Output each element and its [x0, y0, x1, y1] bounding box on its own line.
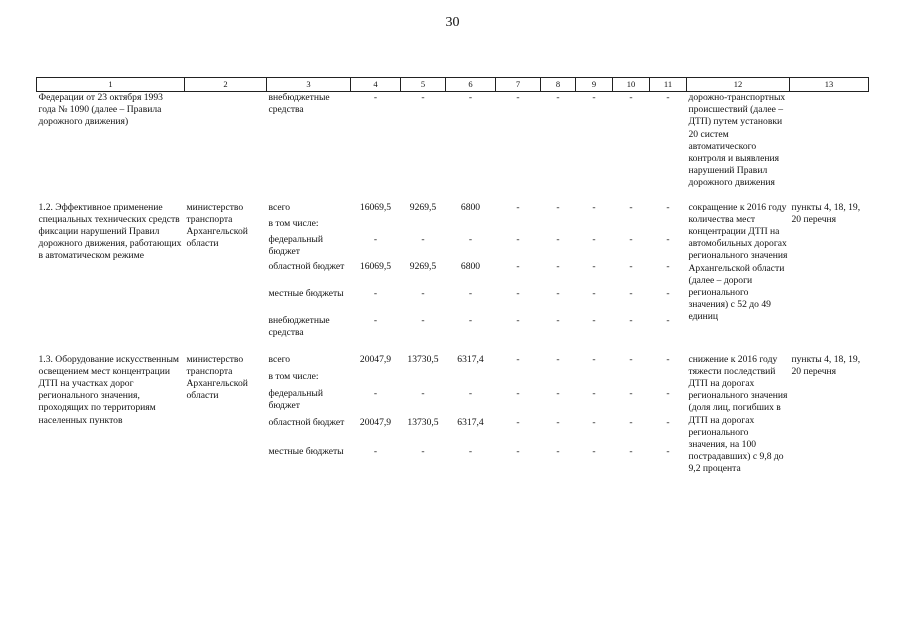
block-spacer: [37, 476, 869, 488]
table-row: [37, 354, 869, 371]
value-cell: -: [516, 92, 520, 103]
value-cell: [650, 218, 687, 234]
column-header: 6: [446, 78, 496, 92]
value-cell: 6317,4: [457, 417, 484, 429]
value-cell: 13730,5: [407, 417, 439, 429]
value-cell: 20047,9: [359, 417, 392, 429]
value-cell: -: [666, 92, 670, 103]
value-cell: -: [421, 314, 425, 326]
column-header: 8: [541, 78, 576, 92]
value-cell: -: [556, 417, 560, 429]
value-cell: 6317,4: [457, 353, 484, 365]
value-cell: -: [629, 314, 633, 326]
column-header: 2: [185, 78, 267, 92]
column-header: 12: [687, 78, 790, 92]
value-cell: -: [592, 287, 596, 299]
reference-cell: [790, 92, 869, 190]
value-cell: -: [556, 353, 560, 365]
value-cell: -: [629, 287, 633, 299]
value-cell: [650, 371, 687, 388]
value-cell: -: [666, 353, 670, 365]
column-header: 10: [613, 78, 650, 92]
activity-cell: 1.2. Эффективное применение специальных технических средств фиксации нарушений Правил дорожного движения, работающих в автоматическом режиме: [38, 201, 182, 262]
value-cell: -: [421, 287, 425, 299]
table-row: [37, 92, 869, 190]
value-cell: -: [592, 314, 596, 326]
value-cell: -: [516, 287, 520, 299]
value-cell: -: [421, 233, 425, 245]
value-cell: [541, 218, 576, 234]
value-cell: -: [373, 446, 378, 458]
value-cell: -: [516, 417, 520, 429]
table-body: [37, 92, 869, 488]
value-cell: [401, 218, 446, 234]
result-cell: снижение к 2016 году тяжести последствий ДТП на дорогах регионального значения (доля лиц, погибших в ДТП на дорогах регионального значения, на 100 пострадавших) с 9,8 до 9,2 процента: [688, 353, 788, 475]
value-cell: -: [556, 201, 560, 213]
value-cell: -: [666, 233, 670, 245]
value-cell: -: [468, 287, 473, 299]
responsible-cell: министерство транспорта Архангельской области: [186, 353, 248, 402]
value-cell: -: [516, 388, 520, 400]
value-cell: -: [629, 353, 633, 365]
value-cell: -: [629, 260, 633, 272]
column-number-row: [37, 78, 869, 92]
value-cell: [576, 371, 613, 388]
value-cell: -: [592, 201, 596, 213]
responsible-cell: [185, 92, 267, 190]
value-cell: -: [592, 446, 596, 458]
value-cell: [401, 371, 446, 388]
value-cell: 6800: [460, 260, 481, 272]
funding-source-cell: областной бюджет: [268, 417, 345, 429]
column-header: 3: [267, 78, 351, 92]
value-cell: -: [421, 446, 425, 458]
value-cell: -: [516, 446, 520, 458]
value-cell: 9269,5: [409, 260, 437, 272]
value-cell: -: [629, 388, 633, 400]
activity-cell: Федерации от 23 октября 1993 года № 1090 (далее – Правила дорожного движения): [38, 92, 163, 128]
funding-source-cell: областной бюджет: [268, 260, 345, 272]
value-cell: -: [468, 446, 473, 458]
value-cell: -: [373, 233, 378, 245]
value-cell: -: [373, 314, 378, 326]
value-cell: -: [592, 92, 596, 103]
value-cell: -: [556, 314, 560, 326]
value-cell: -: [373, 287, 378, 299]
value-cell: [613, 218, 650, 234]
value-cell: 16069,5: [359, 201, 392, 213]
value-cell: -: [666, 417, 670, 429]
value-cell: [541, 371, 576, 388]
funding-source-cell: внебюджетные средства: [268, 314, 330, 338]
value-cell: -: [556, 287, 560, 299]
value-cell: -: [629, 233, 633, 245]
value-cell: [446, 371, 496, 388]
value-cell: -: [373, 388, 378, 400]
value-cell: [496, 218, 541, 234]
value-cell: -: [592, 417, 596, 429]
value-cell: -: [666, 260, 670, 272]
value-cell: -: [373, 92, 378, 103]
value-cell: -: [468, 314, 473, 326]
value-cell: 6800: [460, 201, 481, 213]
funding-source-cell: в том числе:: [268, 217, 319, 229]
funding-source-cell: федеральный бюджет: [268, 388, 324, 412]
value-cell: -: [516, 201, 520, 213]
responsible-cell: министерство транспорта Архангельской области: [186, 201, 248, 250]
spacer-cell: [37, 476, 869, 488]
value-cell: -: [629, 417, 633, 429]
column-header: 9: [576, 78, 613, 92]
value-cell: [351, 218, 401, 234]
value-cell: -: [592, 388, 596, 400]
value-cell: -: [556, 446, 560, 458]
value-cell: -: [516, 233, 520, 245]
funding-source-cell: внебюджетные средства: [268, 92, 330, 116]
value-cell: [496, 371, 541, 388]
value-cell: 13730,5: [407, 353, 439, 365]
column-header: 1: [37, 78, 185, 92]
value-cell: -: [666, 446, 670, 458]
result-cell: сокращение к 2016 году количества мест концентрации ДТП на автомобильных дорогах регионального значения Архангельской области (далее – дороги регионального значения) с 52 до 49 единиц: [688, 201, 788, 323]
funding-source-cell: местные бюджеты: [268, 446, 344, 458]
value-cell: -: [516, 260, 520, 272]
table-row: [37, 202, 869, 218]
funding-source-cell: всего: [268, 201, 291, 213]
value-cell: -: [556, 388, 560, 400]
block-spacer: [37, 190, 869, 202]
value-cell: -: [629, 201, 633, 213]
funding-source-cell: федеральный бюджет: [268, 233, 324, 257]
value-cell: -: [516, 314, 520, 326]
value-cell: 9269,5: [409, 201, 437, 213]
program-table: [36, 77, 869, 488]
value-cell: [576, 218, 613, 234]
value-cell: -: [421, 92, 425, 103]
value-cell: -: [666, 388, 670, 400]
value-cell: -: [468, 233, 473, 245]
reference-cell: пункты 4, 18, 19, 20 перечня: [791, 353, 861, 377]
value-cell: -: [666, 201, 670, 213]
value-cell: -: [516, 353, 520, 365]
column-header: 4: [351, 78, 401, 92]
block-spacer: [37, 342, 869, 354]
funding-source-cell: всего: [268, 353, 291, 365]
value-cell: [613, 371, 650, 388]
column-header: 13: [790, 78, 869, 92]
value-cell: -: [421, 388, 425, 400]
page-number: 30: [445, 15, 460, 30]
value-cell: -: [556, 92, 560, 103]
column-header: 11: [650, 78, 687, 92]
funding-source-cell: местные бюджеты: [268, 287, 344, 299]
value-cell: -: [592, 260, 596, 272]
reference-cell: пункты 4, 18, 19, 20 перечня: [791, 201, 861, 225]
value-cell: [351, 371, 401, 388]
funding-source-cell: в том числе:: [268, 370, 319, 382]
value-cell: -: [468, 92, 473, 103]
value-cell: 16069,5: [359, 260, 392, 272]
value-cell: -: [592, 353, 596, 365]
value-cell: 20047,9: [359, 353, 392, 365]
result-cell: дорожно-транспортных происшествий (далее – ДТП) путем установки 20 систем автоматического контроля и выявления нарушений Правил дорожного движения: [688, 92, 786, 189]
value-cell: -: [468, 388, 473, 400]
value-cell: -: [556, 233, 560, 245]
column-header: 7: [496, 78, 541, 92]
value-cell: -: [666, 287, 670, 299]
value-cell: -: [629, 446, 633, 458]
value-cell: -: [629, 92, 633, 103]
spacer-cell: [37, 342, 869, 354]
value-cell: -: [666, 314, 670, 326]
activity-cell: 1.3. Оборудование искусственным освещением мест концентрации ДТП на участках дорог регионального значения, проходящих по территориям населенных пунктов: [38, 353, 179, 426]
value-cell: [446, 218, 496, 234]
value-cell: -: [556, 260, 560, 272]
column-header: 5: [401, 78, 446, 92]
value-cell: -: [592, 233, 596, 245]
spacer-cell: [37, 190, 869, 202]
